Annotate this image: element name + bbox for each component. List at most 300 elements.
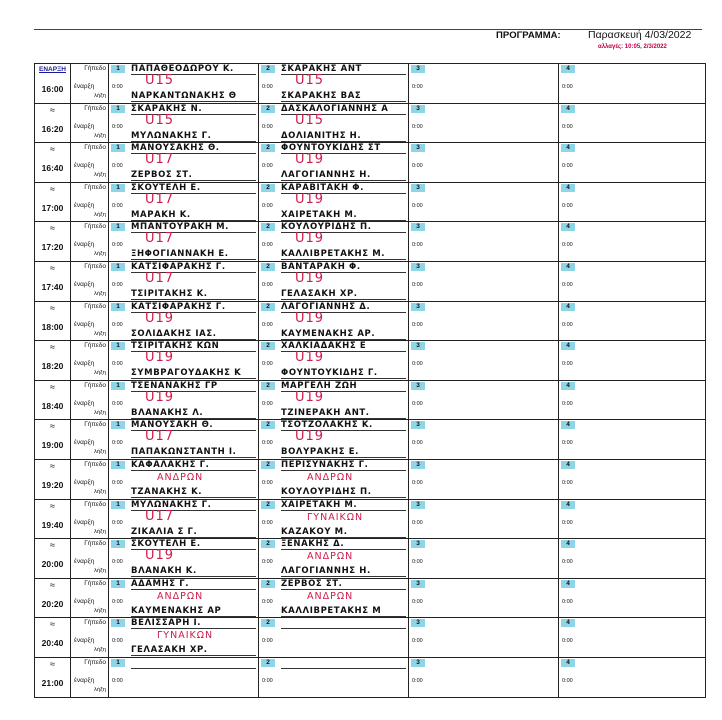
court-number: 2: [261, 382, 275, 390]
changes-note: αλλαγές: 10:05, 2/3/2022: [598, 44, 667, 50]
label-cell: [71, 143, 109, 182]
court-cell: [259, 500, 409, 539]
start-time: 0:00: [562, 361, 573, 368]
court-number: 2: [261, 263, 275, 271]
court-cell: [259, 143, 409, 182]
time-cell: [34, 104, 71, 143]
time-cell: [34, 302, 71, 341]
court-number: 2: [261, 184, 275, 192]
court-cell: [109, 618, 259, 657]
slot-time: 16:00: [41, 84, 64, 94]
category-label: U19: [145, 548, 175, 564]
approx-mark: ≈: [50, 144, 55, 155]
label-cell: [71, 64, 109, 103]
label-cell: [71, 222, 109, 261]
start-time: 0:00: [262, 202, 273, 209]
court-cell: [409, 222, 559, 261]
label-cell: [71, 539, 109, 578]
label-cell: [71, 618, 109, 657]
start-time: 0:00: [412, 163, 423, 170]
team-top: ΧΑΛΚΙΑΔΑΚΗΣ Ε: [281, 341, 406, 352]
team-top: ΣΚΑΡΑΚΗΣ Ν.: [131, 104, 256, 115]
court-cell: [559, 658, 706, 697]
label-cell: [71, 183, 109, 222]
field-label: Γήπεδο: [84, 658, 106, 666]
court-number: 3: [411, 263, 425, 271]
category-label: U19: [145, 389, 175, 405]
start-time: 0:00: [112, 638, 123, 645]
team-bottom: ΜΑΡΑΚΗ Κ.: [131, 210, 256, 221]
court-number: 1: [111, 382, 125, 390]
start-time: 0:00: [262, 84, 273, 90]
team-top: ΜΑΡΓΕΛΗ ΖΩΗ: [281, 381, 406, 392]
start-time: 0:00: [262, 559, 273, 566]
team-bottom: ΖΙΚΑΛΙΑ Σ Γ.: [131, 527, 256, 538]
court-cell: [559, 302, 706, 341]
approx-mark: ≈: [50, 262, 55, 273]
start-label: έναρξη: [74, 439, 95, 447]
category-label: U17: [145, 152, 175, 168]
start-time: 0:00: [562, 677, 573, 684]
start-time: 0:00: [112, 559, 123, 566]
court-cell: [409, 262, 559, 301]
court-cell: [409, 64, 559, 103]
approx-mark: ≈: [50, 540, 55, 551]
court-number: 1: [111, 263, 125, 271]
category-label: ΑΝΔΡΩΝ: [307, 471, 354, 483]
start-time: 0:00: [562, 559, 573, 566]
start-time: 0:00: [412, 84, 423, 90]
time-cell: [34, 341, 71, 380]
field-label: Γήπεδο: [84, 381, 106, 389]
team-bottom: ΚΑΖΑΚΟΥ Μ.: [281, 527, 406, 538]
court-number: 4: [561, 184, 575, 192]
court-number: 2: [261, 303, 275, 311]
start-time: 0:00: [562, 84, 573, 90]
field-label: Γήπεδο: [84, 262, 106, 270]
court-cell: [109, 64, 259, 103]
label-cell: [71, 579, 109, 618]
court-number: 4: [561, 65, 575, 73]
court-number: 3: [411, 540, 425, 548]
court-number: 4: [561, 659, 575, 667]
court-cell: [559, 183, 706, 222]
category-label: U19: [295, 350, 325, 366]
court-cell: [109, 420, 259, 459]
court-number: 3: [411, 144, 425, 152]
end-label: λήξη: [94, 370, 106, 377]
team-top: ΔΑΣΚΑΛΟΓΙΑΝΝΗΣ Α: [281, 104, 406, 115]
team-bottom: ΚΑΥΜΕΝΑΚΗΣ ΑΡ.: [281, 329, 406, 340]
category-label: U19: [295, 429, 325, 445]
start-time: 0:00: [112, 598, 123, 605]
court-cell: [259, 222, 409, 261]
team-bottom: ΣΟΛΙΔΑΚΗΣ ΙΑΣ.: [131, 329, 256, 340]
start-time: 0:00: [262, 123, 273, 130]
team-top: ΣΚΑΡΑΚΗΣ ΑΝΤ: [281, 64, 406, 75]
team-bottom: ΓΕΛΑΣΑΚΗ ΧΡ.: [281, 289, 406, 300]
start-time: 0:00: [262, 242, 273, 249]
category-label: U15: [295, 73, 325, 88]
team-top: ΤΣΕΝΑΝΑΚΗΣ ΓΡ: [131, 381, 256, 392]
start-time: 0:00: [412, 638, 423, 645]
start-time: 0:00: [412, 598, 423, 605]
team-top: ΚΑΤΣΙΦΑΡΑΚΗΣ Γ.: [131, 262, 256, 273]
court-cell: [559, 500, 706, 539]
end-label: λήξη: [94, 409, 106, 416]
team-bottom: ΚΑΛΛΙΒΡΕΤΑΚΗΣ Μ: [281, 606, 406, 617]
court-number: 4: [561, 223, 575, 231]
end-label: λήξη: [94, 449, 106, 456]
slot-time: 20:40: [41, 638, 64, 649]
court-cell: [559, 222, 706, 261]
court-number: 4: [561, 501, 575, 509]
schedule-row: [34, 579, 706, 619]
slot-time: 18:00: [41, 321, 64, 332]
team-top: ΞΕΝΑΚΗΣ Δ.: [281, 539, 406, 550]
team-top: ΚΑΤΣΙΦΑΡΑΚΗΣ Γ.: [131, 302, 256, 313]
category-label: U19: [295, 270, 325, 286]
start-time: 0:00: [112, 163, 123, 170]
start-time: 0:00: [562, 440, 573, 447]
category-label: U19: [295, 152, 325, 168]
court-cell: [409, 579, 559, 618]
start-time: 0:00: [412, 281, 423, 288]
schedule-row: [34, 302, 706, 342]
blank-line: [131, 668, 256, 669]
court-cell: [559, 539, 706, 578]
team-bottom: ΧΑΙΡΕΤΑΚΗ Μ.: [281, 210, 406, 221]
court-number: 1: [111, 144, 125, 152]
team-bottom: ΒΛΑΝΑΚΗ Κ.: [131, 566, 256, 577]
court-cell: [259, 341, 409, 380]
start-label: έναρξη: [74, 478, 95, 486]
court-number: 4: [561, 421, 575, 429]
schedule-row: [34, 64, 706, 104]
label-cell: [71, 302, 109, 341]
court-number: 1: [111, 461, 125, 469]
label-cell: [71, 341, 109, 380]
team-bottom: ΔΟΛΙΑΝΙΤΗΣ Η.: [281, 131, 406, 142]
schedule-row: [34, 381, 706, 421]
end-label: λήξη: [94, 607, 106, 614]
team-top: ΠΑΠΑΘΕΟΔΩΡΟΥ Κ.: [131, 64, 256, 75]
slot-time: 19:40: [41, 519, 64, 530]
court-number: 1: [111, 303, 125, 311]
schedule-row: [34, 222, 706, 262]
start-time: 0:00: [562, 202, 573, 209]
category-label: U15: [145, 73, 175, 88]
court-cell: [109, 143, 259, 182]
team-top: ΚΑΡΑΒΙΤΑΚΗ Φ.: [281, 183, 406, 194]
end-label: λήξη: [94, 488, 106, 495]
court-number: 4: [561, 144, 575, 152]
court-cell: [559, 579, 706, 618]
time-cell: [34, 658, 71, 697]
start-time: 0:00: [412, 440, 423, 447]
end-label: λήξη: [94, 172, 106, 179]
time-cell: [34, 64, 71, 103]
court-number: 3: [411, 184, 425, 192]
court-number: 3: [411, 65, 425, 73]
team-bottom: ΒΛΑΝΑΚΗΣ Λ.: [131, 408, 256, 419]
category-label: ΑΝΔΡΩΝ: [157, 590, 204, 602]
label-cell: [71, 104, 109, 143]
court-cell: [409, 302, 559, 341]
category-label: U19: [295, 310, 325, 326]
schedule-row: [34, 658, 706, 698]
category-label: U15: [145, 112, 175, 128]
start-label: έναρξη: [74, 162, 95, 170]
schedule-row: [34, 183, 706, 223]
start-time: 0:00: [262, 281, 273, 288]
court-cell: [409, 460, 559, 499]
team-bottom: ΣΚΑΡΑΚΗΣ ΒΑΣ: [281, 91, 406, 102]
court-cell: [409, 341, 559, 380]
court-number: 2: [261, 461, 275, 469]
start-time: 0:00: [412, 479, 423, 486]
start-time: 0:00: [562, 123, 573, 130]
approx-mark: ≈: [50, 500, 55, 511]
start-time: 0:00: [412, 677, 423, 684]
time-cell: [34, 420, 71, 459]
start-time: 0:00: [412, 202, 423, 209]
court-cell: [259, 658, 409, 697]
start-time: 0:00: [112, 123, 123, 130]
time-cell: [34, 618, 71, 657]
court-cell: [409, 618, 559, 657]
court-cell: [259, 579, 409, 618]
end-label: λήξη: [94, 647, 106, 654]
court-number: 3: [411, 619, 425, 627]
blank-line: [281, 668, 406, 669]
court-cell: [109, 658, 259, 697]
court-cell: [259, 104, 409, 143]
category-label: U17: [145, 508, 175, 524]
schedule-grid: [34, 63, 706, 698]
category-label: ΑΝΔΡΩΝ: [157, 471, 204, 483]
end-label: λήξη: [94, 686, 106, 693]
label-cell: [71, 460, 109, 499]
start-time: 0:00: [112, 202, 123, 209]
start-label: έναρξη: [74, 360, 95, 368]
team-bottom: ΝΑΡΚΑΝΤΩΝΑΚΗΣ Θ: [131, 91, 256, 102]
start-time: 0:00: [112, 440, 123, 447]
court-number: 1: [111, 540, 125, 548]
start-time: 0:00: [562, 519, 573, 526]
court-cell: [259, 183, 409, 222]
start-time: 0:00: [562, 163, 573, 170]
start-time: 0:00: [262, 638, 273, 645]
start-time: 0:00: [562, 400, 573, 407]
team-top: ΤΣΙΡΙΤΑΚΗΣ ΚΩΝ: [131, 341, 256, 352]
court-number: 2: [261, 619, 275, 627]
court-number: 4: [561, 580, 575, 588]
court-cell: [559, 341, 706, 380]
start-label: έναρξη: [74, 597, 95, 605]
end-label: λήξη: [94, 211, 106, 218]
court-cell: [109, 500, 259, 539]
court-cell: [109, 302, 259, 341]
category-label: U15: [295, 112, 325, 128]
court-number: 1: [111, 619, 125, 627]
court-number: 4: [561, 105, 575, 113]
team-bottom: ΛΑΓΟΓΙΑΝΝΗΣ Η.: [281, 170, 406, 181]
start-time: 0:00: [112, 519, 123, 526]
start-time: 0:00: [262, 321, 273, 328]
start-time: 0:00: [262, 598, 273, 605]
approx-mark: ≈: [50, 619, 55, 630]
start-time: 0:00: [112, 281, 123, 288]
court-number: 1: [111, 184, 125, 192]
category-label: U17: [145, 231, 175, 247]
court-cell: [259, 381, 409, 420]
slot-time: 17:40: [41, 281, 64, 292]
category-label: U19: [145, 310, 175, 326]
start-time: 0:00: [112, 400, 123, 407]
court-number: 2: [261, 580, 275, 588]
court-number: 4: [561, 382, 575, 390]
court-cell: [559, 381, 706, 420]
field-label: Γήπεδο: [84, 619, 106, 627]
category-label: U19: [145, 350, 175, 366]
court-cell: [409, 143, 559, 182]
court-cell: [259, 460, 409, 499]
program-date: Παρασκευή 4/03/2022: [588, 29, 692, 41]
team-bottom: ΜΥΛΩΝΑΚΗΣ Γ.: [131, 131, 256, 142]
team-top: ΒΑΝΤΑΡΑΚΗ Φ.: [281, 262, 406, 273]
start-time: 0:00: [262, 440, 273, 447]
team-bottom: ΤΖΙΝΕΡΑΚΗ ΑΝΤ.: [281, 408, 406, 419]
start-label: έναρξη: [74, 241, 95, 249]
approx-mark: ≈: [50, 223, 55, 234]
court-cell: [559, 618, 706, 657]
team-top: ΚΑΦΑΛΑΚΗΣ Γ.: [131, 460, 256, 471]
team-top: ΑΔΑΜΗΣ Γ.: [131, 579, 256, 590]
team-top: ΛΑΓΟΓΙΑΝΝΗΣ Δ.: [281, 302, 406, 313]
start-time: 0:00: [112, 242, 123, 249]
category-label: ΓΥΝΑΙΚΩΝ: [157, 630, 214, 642]
court-number: 1: [111, 580, 125, 588]
court-cell: [109, 183, 259, 222]
category-label: U17: [145, 270, 175, 286]
start-time: 0:00: [412, 123, 423, 130]
team-bottom: ΤΖΑΝΑΚΗΣ Κ.: [131, 487, 256, 498]
field-label: Γήπεδο: [84, 144, 106, 152]
approx-mark: ≈: [50, 460, 55, 471]
court-number: 2: [261, 342, 275, 350]
field-label: Γήπεδο: [84, 183, 106, 191]
court-number: 1: [111, 659, 125, 667]
court-number: 4: [561, 342, 575, 350]
team-top: ΤΣΟΤΖΟΛΑΚΗΣ Κ.: [281, 420, 406, 431]
start-time: 0:00: [112, 677, 123, 684]
start-label: έναρξη: [74, 280, 95, 288]
team-bottom: ΤΣΙΡΙΤΑΚΗΣ Κ.: [131, 289, 256, 300]
approx-mark: ≈: [50, 183, 55, 194]
team-bottom: ΚΑΥΜΕΝΑΚΗΣ ΑΡ: [131, 606, 256, 617]
approx-mark: ≈: [50, 381, 55, 392]
slot-time: 17:00: [41, 202, 64, 213]
start-time: 0:00: [112, 479, 123, 486]
label-cell: [71, 500, 109, 539]
field-label: Γήπεδο: [84, 540, 106, 548]
start-label: έναρξη: [74, 676, 95, 684]
blank-line: [281, 628, 406, 629]
court-cell: [109, 104, 259, 143]
team-top: ΜΑΝΟΥΣΑΚΗΣ Θ.: [131, 143, 256, 154]
end-label: λήξη: [94, 132, 106, 139]
start-time: 0:00: [412, 361, 423, 368]
slot-time: 21:00: [41, 677, 64, 688]
schedule-row: [34, 539, 706, 579]
team-bottom: ΒΟΛΥΡΑΚΗΣ Ε.: [281, 447, 406, 458]
court-number: 2: [261, 540, 275, 548]
court-number: 1: [111, 223, 125, 231]
field-label: Γήπεδο: [84, 342, 106, 350]
schedule-row: [34, 618, 706, 658]
time-cell: [34, 183, 71, 222]
slot-time: 18:40: [41, 400, 64, 411]
time-cell: [34, 500, 71, 539]
court-cell: [259, 64, 409, 103]
time-cell: [34, 222, 71, 261]
court-number: 3: [411, 223, 425, 231]
slot-time: 20:20: [41, 598, 64, 609]
court-cell: [409, 539, 559, 578]
court-cell: [409, 381, 559, 420]
category-label: U17: [145, 429, 175, 445]
time-cell: [34, 381, 71, 420]
court-number: 3: [411, 501, 425, 509]
start-time: 0:00: [562, 638, 573, 645]
court-cell: [259, 539, 409, 578]
court-number: 4: [561, 303, 575, 311]
team-top: ΜΥΛΩΝΑΚΗΣ Γ.: [131, 500, 256, 511]
slot-time: 16:20: [41, 123, 64, 134]
approx-mark: ≈: [50, 658, 55, 669]
team-top: ΣΚΟΥΤΕΛΗ Ε.: [131, 183, 256, 194]
slot-time: 17:20: [41, 242, 64, 253]
team-bottom: ΠΑΠΑΚΩΝΣΤΑΝΤΗ Ι.: [131, 447, 256, 458]
field-label: Γήπεδο: [84, 223, 106, 231]
category-label: U17: [145, 191, 175, 207]
schedule-row: [34, 420, 706, 460]
court-number: 1: [111, 501, 125, 509]
start-label: έναρξη: [74, 122, 95, 130]
court-number: 4: [561, 263, 575, 271]
field-label: Γήπεδο: [84, 500, 106, 508]
court-number: 3: [411, 382, 425, 390]
team-top: ΜΠΑΝΤΟΥΡΑΚΗ Μ.: [131, 222, 256, 233]
schedule-row: [34, 460, 706, 500]
approx-mark: ≈: [50, 421, 55, 432]
team-bottom: ΣΥΜΒΡΑΓΟΥΔΑΚΗΣ Κ: [131, 368, 256, 379]
schedule-row: [34, 500, 706, 540]
court-cell: [559, 104, 706, 143]
approx-mark: ≈: [50, 302, 55, 313]
court-number: 2: [261, 501, 275, 509]
field-label: Γήπεδο: [84, 65, 106, 72]
end-label: λήξη: [94, 290, 106, 297]
court-number: 2: [261, 223, 275, 231]
court-cell: [409, 500, 559, 539]
label-cell: [71, 262, 109, 301]
start-label: έναρξη: [74, 320, 95, 328]
start-time: 0:00: [562, 242, 573, 249]
court-cell: [109, 460, 259, 499]
court-number: 2: [261, 105, 275, 113]
